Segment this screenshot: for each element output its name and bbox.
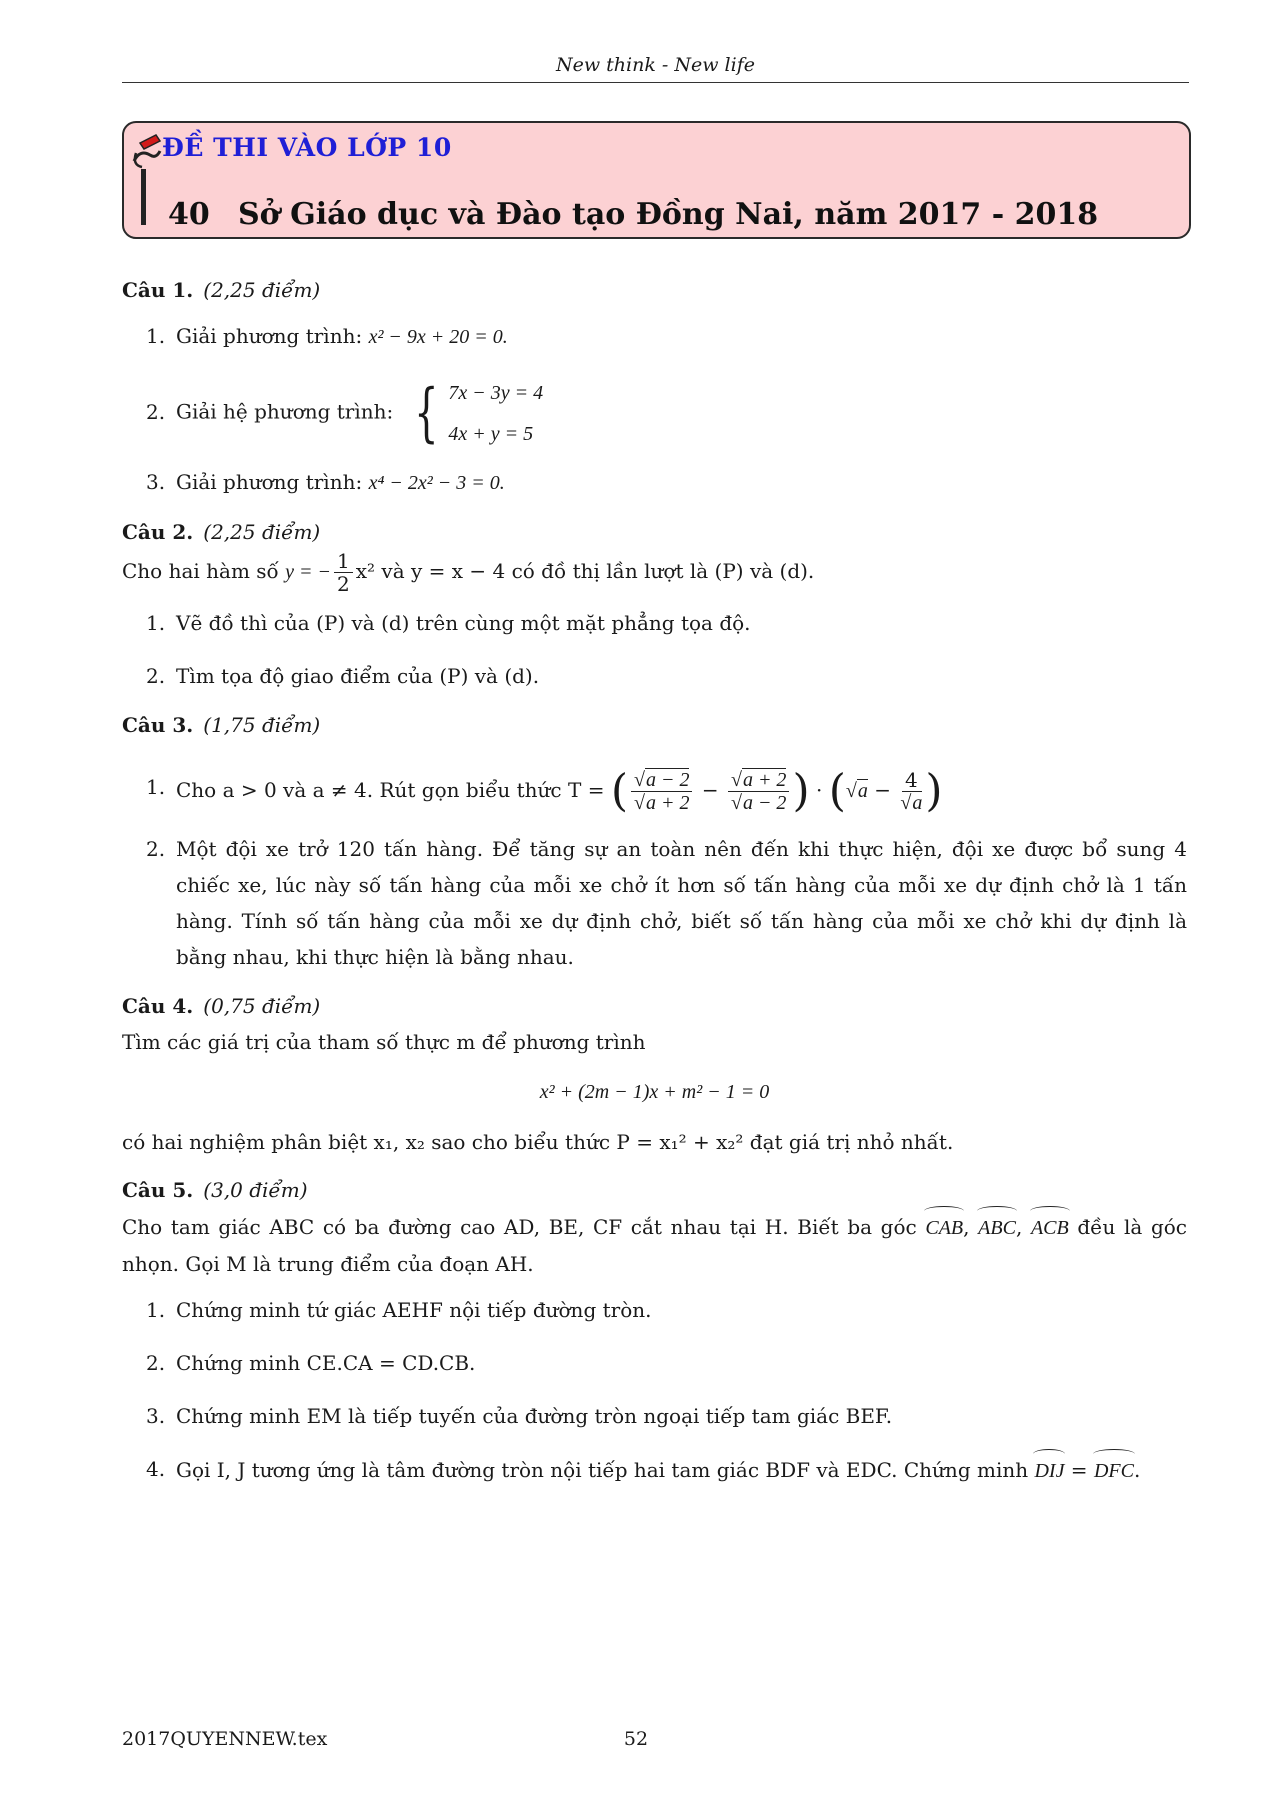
question-5 xyxy=(122,1172,1187,1489)
q3-f3-num: 4 xyxy=(902,769,921,792)
question-1-points: (2,25 điểm) xyxy=(203,278,321,302)
footer-page-number: 52 xyxy=(623,1728,649,1750)
question-4-points: (0,75 điểm) xyxy=(203,994,321,1018)
q3-item-2-text: Một đội xe trở 120 tấn hàng. Để tăng sự an toàn nên đến khi thực hiện, đội xe được bổ sung 4 chiếc xe, lúc này số tấn hàng của mỗi xe chở ít hơn số tấn hàng của mỗi xe dự định chở là 1 tấn hàng. Tính số tấn hàng của mỗi xe dự định chở, biết số tấn hàng của mỗi xe chở khi dự định là bằng nhau, khi thực hiện là bằng nhau. xyxy=(176,837,1187,969)
q3-f1-num: a − 2 xyxy=(645,769,690,791)
exam-number: 40 xyxy=(168,197,210,232)
footer-filename: 2017QUYENNEW.tex xyxy=(122,1728,328,1750)
question-1-heading xyxy=(122,272,1187,308)
question-2-items xyxy=(122,605,1187,694)
q5-item-2-text: Chứng minh CE.CA = CD.CB. xyxy=(176,1351,476,1375)
q5-item-2 xyxy=(122,1345,1187,1381)
q2-item-2-text: Tìm tọa độ giao điểm của (P) và (d). xyxy=(176,664,540,688)
q5-item-4-text: Gọi I, J tương ứng là tâm đường tròn nội tiếp hai tam giác BDF và EDC. Chứng minh xyxy=(176,1458,1035,1482)
question-4-label: Câu 4. xyxy=(122,994,194,1018)
question-3-points: (1,75 điểm) xyxy=(203,713,321,737)
system-line-2: 4x + y = 5 xyxy=(448,423,534,445)
question-4-equation: x² + (2m − 1)x + m² − 1 = 0 xyxy=(539,1081,770,1103)
question-4-intro: Tìm các giá trị của tham số thực m để phương trình xyxy=(122,1030,646,1054)
q3-f2-den: a − 2 xyxy=(742,792,787,814)
q1-item-3-text: Giải phương trình: xyxy=(176,470,369,494)
question-2-points: (2,25 điểm) xyxy=(203,520,321,544)
q2-item-1 xyxy=(122,605,1187,641)
paren-open-2: ( xyxy=(828,765,846,817)
q3-f2-num: a + 2 xyxy=(742,769,787,791)
q5-item-3 xyxy=(122,1398,1187,1434)
q3-item-1-number: 1. xyxy=(146,775,166,799)
q3-f1-den: a + 2 xyxy=(645,792,690,814)
q3-f3-den: a xyxy=(912,792,923,814)
q3-item-2 xyxy=(122,831,1187,975)
question-5-points: (3,0 điểm) xyxy=(203,1178,308,1202)
angle-dfc: DFC xyxy=(1094,1451,1134,1489)
q1-item-2 xyxy=(122,372,1187,454)
q2-intro-a: Cho hai hàm số xyxy=(122,559,286,583)
q5-item-4: 4. Gọi I, J tương ứng là tâm đường tròn nội tiếp hai tam giác BDF và EDC. Chứng minh DIJ = DFC. xyxy=(122,1451,1187,1489)
q2-intro-c: x² và y = x − 4 có đồ thị lần lượt là (P) và (d). xyxy=(355,559,815,583)
q1-item-3-number: 3. xyxy=(146,470,166,494)
header-rule xyxy=(122,82,1189,83)
q5-item-1-number: 1. xyxy=(146,1298,166,1322)
question-2 xyxy=(122,514,1187,694)
question-3-items xyxy=(122,765,1187,975)
question-1 xyxy=(122,272,1187,501)
angle-dij: DIJ xyxy=(1034,1451,1064,1489)
question-5-label: Câu 5. xyxy=(122,1178,194,1202)
q3-fraction-1: $\frac{√a - 2}{√a + 2}$ xyxy=(631,769,692,814)
q1-item-1-math: x² − 9x + 20 = 0. xyxy=(368,326,508,348)
angle-cab: CAB xyxy=(925,1208,963,1246)
q3-item-1-text: Cho a > 0 và a ≠ 4. Rút gọn biểu thức T = xyxy=(176,778,611,802)
q1-item-1-text: Giải phương trình: xyxy=(176,324,369,348)
q3-fraction-3: $\frac{4}{√a}$ xyxy=(900,768,923,814)
system-line-1: 7x − 3y = 4 xyxy=(448,382,544,404)
q2-fraction xyxy=(334,550,353,595)
q3-fraction-2: $\frac{√a + 2}{√a - 2}$ xyxy=(728,769,789,814)
q2-intro-b: y = − xyxy=(285,561,331,583)
question-2-intro xyxy=(122,550,1187,595)
paren-close-2: ) xyxy=(925,765,943,817)
exam-title-box xyxy=(122,121,1191,239)
paren-close: ) xyxy=(792,765,810,817)
q5-item-4-number: 4. xyxy=(146,1457,166,1481)
exam-subtitle: ĐỀ THI VÀO LỚP 10 xyxy=(162,133,452,162)
q5-item-1-text: Chứng minh tứ giác AEHF nội tiếp đường tròn. xyxy=(176,1298,652,1322)
exam-content xyxy=(122,272,1187,1506)
q5-item-3-number: 3. xyxy=(146,1404,166,1428)
q1-item-1-number: 1. xyxy=(146,324,166,348)
question-3 xyxy=(122,707,1187,975)
question-1-items xyxy=(122,318,1187,501)
q3-item-2-number: 2. xyxy=(146,837,166,861)
q5-item-2-number: 2. xyxy=(146,1351,166,1375)
q2-item-2-number: 2. xyxy=(146,664,166,688)
q1-item-2-text: Giải hệ phương trình: xyxy=(176,399,400,424)
q1-item-3-math: x⁴ − 2x² − 3 = 0. xyxy=(368,472,505,494)
equation-system xyxy=(406,372,543,454)
q3-item-1: 1. Cho a > 0 và a ≠ 4. Rút gọn biểu thức T = ( $\frac{√a - 2}{√a + 2}$ − $\frac{√a + 2}{√a - 2}$ ) · (√a − $\frac{4}{√a}$ ) xyxy=(146,765,943,817)
pen-book-icon xyxy=(130,131,164,169)
q2-item-1-number: 1. xyxy=(146,611,166,635)
question-2-label: Câu 2. xyxy=(122,520,194,544)
question-4-condition: có hai nghiệm phân biệt x₁, x₂ sao cho biểu thức P = x₁² + x₂² đạt giá trị nhỏ nhất. xyxy=(122,1130,954,1154)
paren-open: ( xyxy=(610,765,628,817)
exam-title xyxy=(168,197,1098,232)
title-bar xyxy=(141,169,146,225)
running-header: New think - New life xyxy=(556,54,755,76)
q5-intro-b: đều là góc nhọn. Gọi M là trung điểm của đoạn AH. xyxy=(122,1215,1187,1276)
q2-item-2 xyxy=(122,658,1187,694)
q1-item-2-number: 2. xyxy=(146,400,166,424)
brace-symbol: { xyxy=(413,376,439,450)
question-4-heading xyxy=(122,988,1187,1024)
question-2-heading xyxy=(122,514,1187,550)
question-3-heading xyxy=(122,707,1187,743)
q2-frac-den: 2 xyxy=(337,572,350,596)
question-5-items xyxy=(122,1292,1187,1489)
q2-item-1-text: Vẽ đồ thì của (P) và (d) trên cùng một mặt phẳng tọa độ. xyxy=(176,611,751,635)
q5-intro-a: Cho tam giác ABC có ba đường cao AD, BE, CF cắt nhau tại H. Biết ba góc xyxy=(122,1215,926,1239)
question-1-label: Câu 1. xyxy=(122,278,194,302)
q5-item-1 xyxy=(122,1292,1187,1328)
angle-abc: ABC xyxy=(978,1208,1016,1246)
q1-item-3 xyxy=(122,464,1187,501)
question-5-intro: Cho tam giác ABC có ba đường cao AD, BE, CF cắt nhau tại H. Biết ba góc CAB, ABC, ACB đều là góc nhọn. Gọi M là trung điểm của đoạn AH. xyxy=(122,1208,1187,1282)
q2-frac-num: 1 xyxy=(334,550,353,573)
question-3-label: Câu 3. xyxy=(122,713,194,737)
q5-item-3-text: Chứng minh EM là tiếp tuyến của đường tròn ngoại tiếp tam giác BEF. xyxy=(176,1404,893,1428)
question-5-heading xyxy=(122,1172,1187,1208)
q1-item-1 xyxy=(122,318,1187,355)
exam-title-text: Sở Giáo dục và Đào tạo Đồng Nai, năm 2017 - 2018 xyxy=(238,197,1099,232)
angle-acb: ACB xyxy=(1031,1208,1069,1246)
question-4 xyxy=(122,988,1187,1160)
